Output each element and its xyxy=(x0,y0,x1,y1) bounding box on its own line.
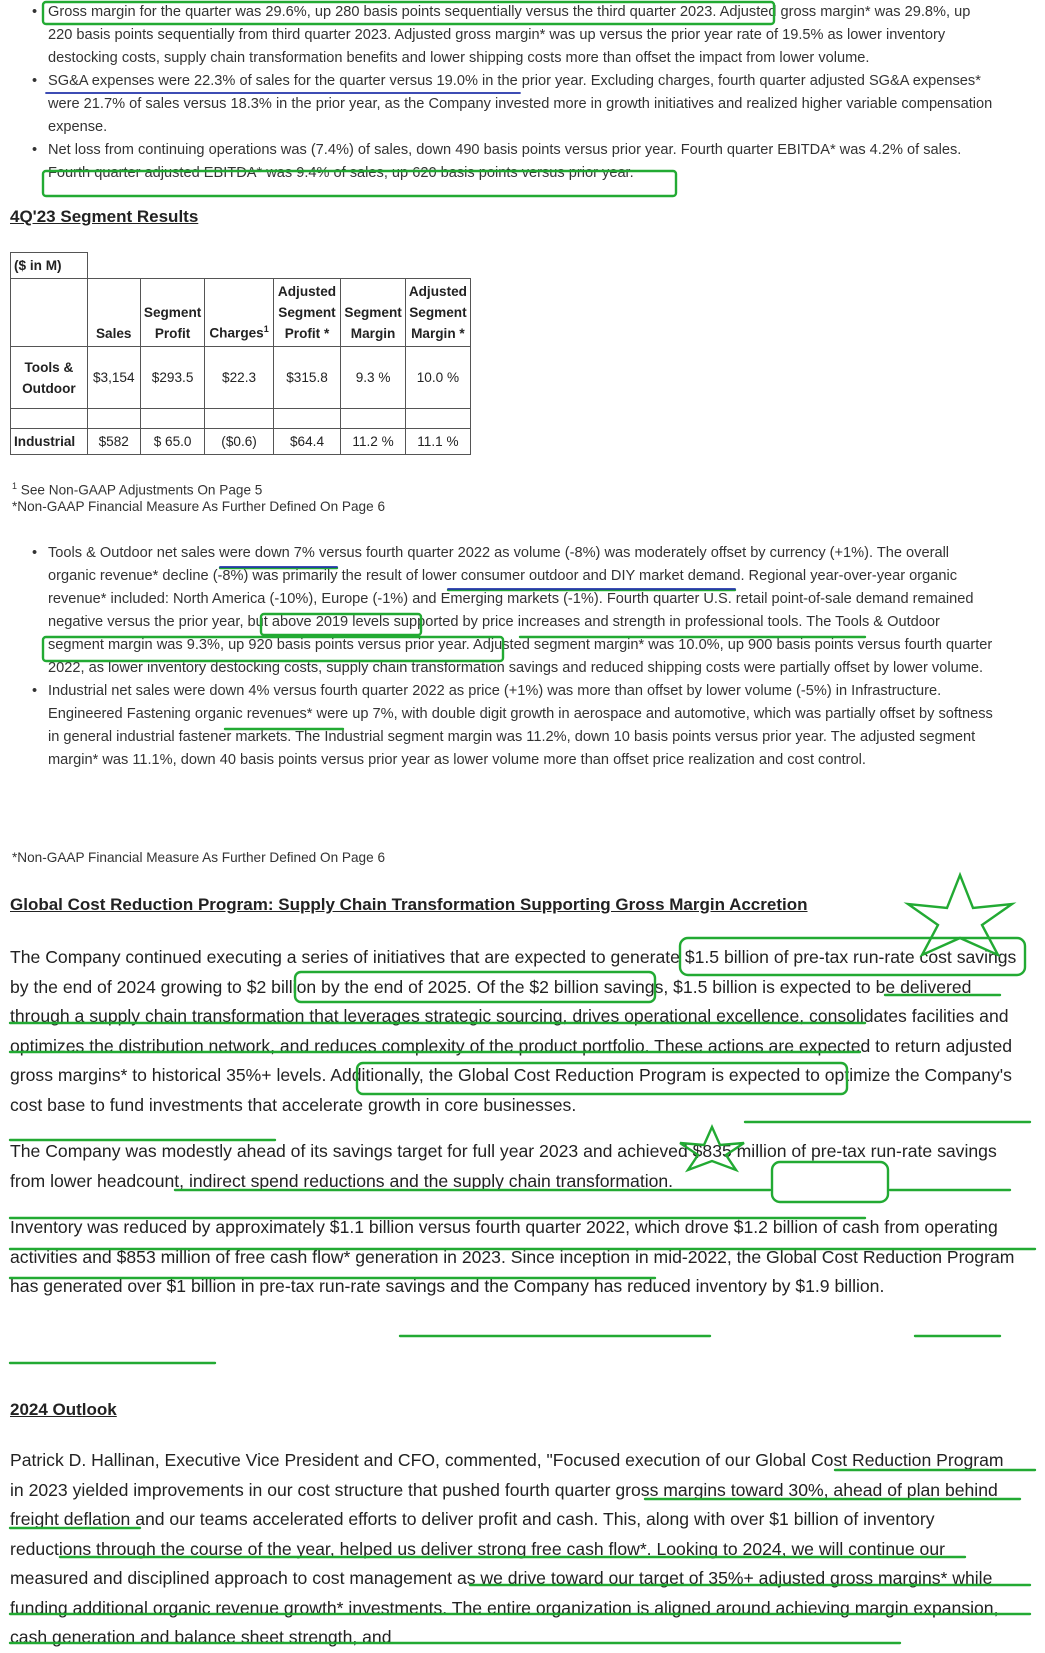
table-row: Tools & Outdoor $3,154 $293.5 $22.3 $315.8 9.3 % 10.0 % xyxy=(11,347,471,409)
bullet-dot: • xyxy=(32,142,38,158)
bullet-sga: • SG&A expenses were 22.3% of sales for the quarter versus 19.0% in the prior year. Excluding charges, fourth quarter adjusted SG&A expenses* were 21.7% of sales versus 18.3% in the prior year, as the Company invested more in growth initiatives and realized higher variable compensation expense. xyxy=(10,70,995,139)
bullet-dot: • xyxy=(32,73,38,89)
segment-results-heading: 4Q'23 Segment Results xyxy=(10,207,199,226)
unit-label: ($ in M) xyxy=(11,253,88,279)
bullet-gross-margin: • Gross margin for the quarter was 29.6%, up 280 basis points sequentially versus the third quarter 2023. Adjusted gross margin* was 29.8%, up 220 basis points sequentially from third quarter 2023. Adjusted gross margin* was up versus the prior year rate of 19.5% as lower inventory destocking costs, supply chain transformation benefits and lower shipping costs more than offset the impact from lower volume. xyxy=(10,1,995,70)
footnote-1: $^1$ See Non-GAAP Adjustments On Page 5 xyxy=(12,481,263,498)
gcr-paragraph-1: The Company continued executing a series of initiatives that are expected to generate $1.5 billion of pre-tax run-rate cost savings by the end of 2024 growing to $2 billion by the end of 2025. Of the $2 billion savings, $1.5 billion is expected to be delivered through a supply chain transformation that leverages strategic sourcing, drives operational excellence, consolidates facilities and optimizes the distribution network, and reduces complexity of the product portfolio. These actions are expected to return adjusted gross margins* to historical 35%+ levels. Additionally, the Global Cost Reduction Program is expected to optimize the Company's cost base to fund investments that accelerate growth in core businesses. xyxy=(10,947,1017,1115)
header-sales: Sales xyxy=(87,279,140,347)
gcr-heading: Global Cost Reduction Program: Supply Chain Transformation Supporting Gross Margin Accretion xyxy=(10,895,808,914)
footnote-non-gaap-2: *Non-GAAP Financial Measure As Further Defined On Page 6 xyxy=(12,850,386,865)
header-charges: Charges$^1$ xyxy=(205,279,273,347)
bullet-tools-outdoor: • Tools & Outdoor net sales were down 7% versus fourth quarter 2022 as volume (-8%) was moderately offset by currency (+1%). The overall organic revenue* decline (-8%) was primarily the result of lower consumer outdoor and DIY market demand. Regional year-over-year organic revenue* included: North America (-10%), Europe (-1%) and Emerging markets (-1%). Fourth quarter U.S. retail point-of-sale demand remained negative versus the prior year, but above 2019 levels supported by price increases and strength in professional tools. The Tools & Outdoor segment margin was 9.3%, up 920 basis points versus prior year. Adjusted segment margin* was 10.0%, up 900 basis points versus fourth quarter 2022, as lower inventory destocking costs, supply chain transformation savings and reduced shipping costs were partially offset by lower volume. xyxy=(10,542,995,680)
segment-results-table xyxy=(10,252,471,455)
bullet-dot: • xyxy=(32,683,38,699)
header-segment-profit: Segment Profit xyxy=(140,279,205,347)
gcr-paragraph-2: The Company was modestly ahead of its savings target for full year 2023 and achieved $835 million of pre-tax run-rate savings from lower headcount, indirect spend reductions and the supply chain transformation. xyxy=(10,1141,997,1191)
table-row: Industrial $582 $ 65.0 ($0.6) $64.4 11.2 % 11.1 % xyxy=(11,429,471,455)
bullet-dot: • xyxy=(32,545,38,561)
outlook-paragraph: Patrick D. Hallinan, Executive Vice President and CFO, commented, "Focused execution of our Global Cost Reduction Program in 2023 yielded improvements in our cost structure that pushed fourth quarter gross margins toward 30%, ahead of plan behind freight deflation and our teams accelerated efforts to deliver profit and cash. This, along with over $1 billion of inventory reductions through the course of the year, helped us deliver strong free cash flow*. Looking to 2024, we will continue our measured and disciplined approach to cost management as we drive toward our target of 35%+ adjusted gross margins* while funding additional organic revenue growth* investments. The entire organization is aligned around achieving margin expansion, cash generation and balance sheet strength, and xyxy=(10,1450,1004,1647)
bullet-industrial: • Industrial net sales were down 4% versus fourth quarter 2022 as price (+1%) was more than offset by lower volume (-5%) in Infrastructure. Engineered Fastening organic revenues* were up 7%, with double digit growth in aerospace and automotive, which was partially offset by softness in general industrial fastener markets. The Industrial segment margin was 11.2%, down 10 basis points versus prior year. The adjusted segment margin* was 11.1%, down 40 basis points versus prior year as lower volume more than offset price realization and cost control. xyxy=(10,680,995,772)
header-segment-margin: Segment Margin xyxy=(341,279,405,347)
bullet-dot: • xyxy=(32,4,38,20)
outlook-heading: 2024 Outlook xyxy=(10,1400,117,1419)
bullet-net-loss: • Net loss from continuing operations was (7.4%) of sales, down 490 basis points versus prior year. Fourth quarter EBITDA* was 4.2% of sales. Fourth quarter adjusted EBITDA* was 9.4% of sales, up 620 basis points versus prior year. xyxy=(10,139,995,185)
header-adj-segment-profit: Adjusted Segment Profit * xyxy=(273,279,341,347)
gcr-paragraph-3: Inventory was reduced by approximately $1.1 billion versus fourth quarter 2022, which drove $1.2 billion of cash from operating activities and $853 million of free cash flow* generation in 2023. Since inception in mid-2022, the Global Cost Reduction Program has generated over $1 billion in pre-tax run-rate savings and the Company has reduced inventory by $1.9 billion. xyxy=(10,1217,1015,1296)
header-adj-segment-margin: Adjusted Segment Margin * xyxy=(405,279,470,347)
footnote-non-gaap: *Non-GAAP Financial Measure As Further Defined On Page 6 xyxy=(12,498,386,514)
